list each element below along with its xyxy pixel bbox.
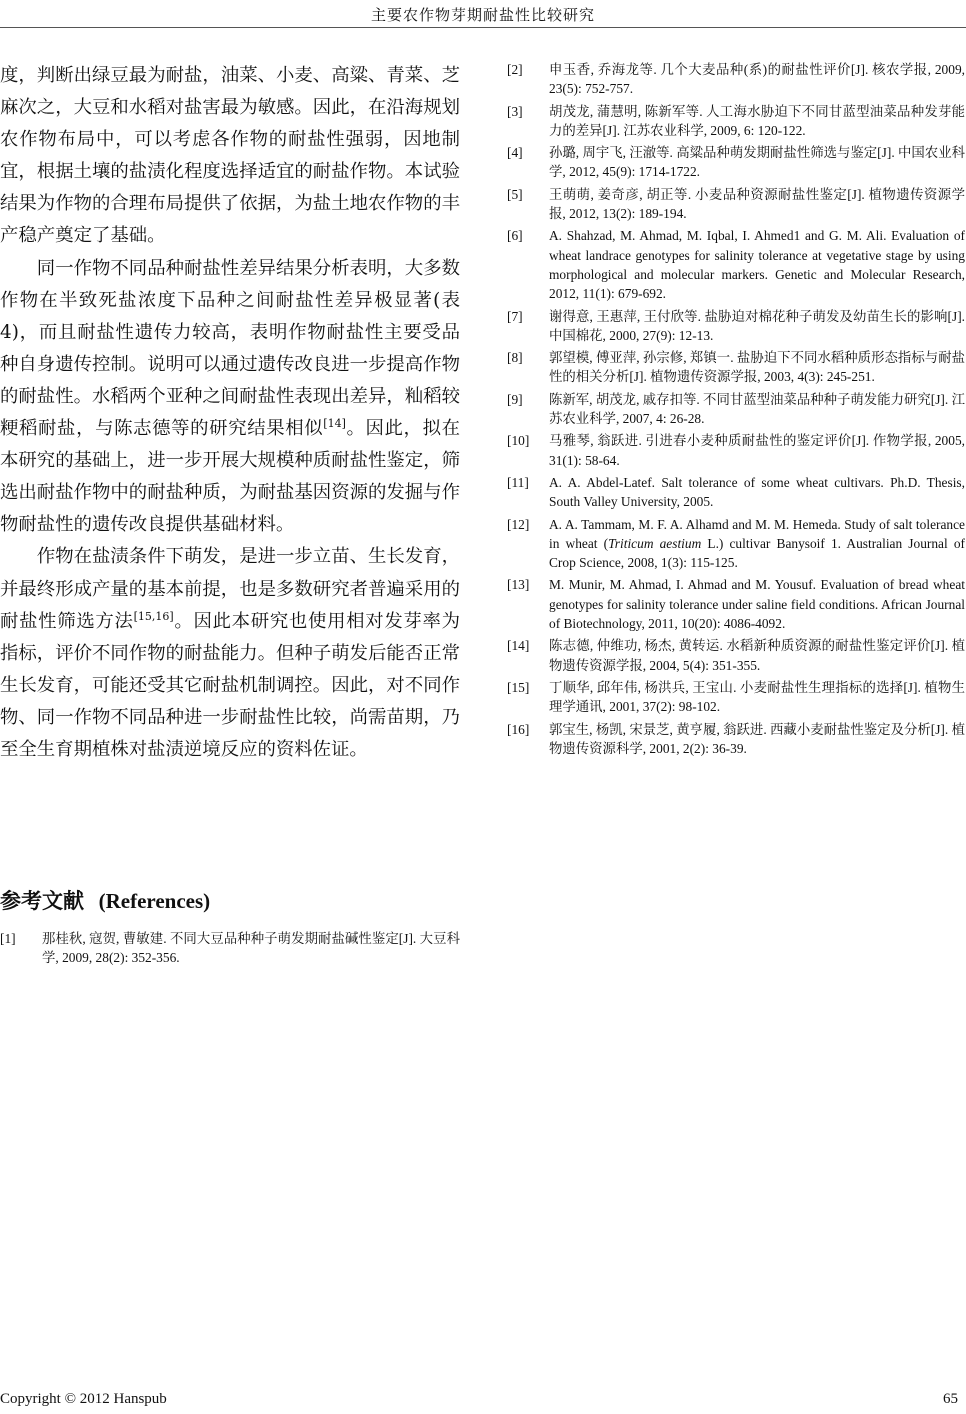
reference-number: [13] [507,577,530,593]
reference-text [549,390,965,429]
text-run: A. Shahzad, M. Ahmad, M. Iqbal, I. Ahmed1 and G. M. Ali. Evaluation of wheat landrace genotypes for salinity tolerance at vegetative stage by using morphological and molecular markers. Genetic and Molecular Research, 2012, 11(1): 679-692. [549,228,965,302]
reference-number: [3] [507,103,523,119]
text-run: 陈新军, 胡茂龙, 戚存扣等. 不同甘蓝型油菜品种种子萌发能力研究[J]. 江苏农业科学, 2007, 4: 26-28. [549,391,965,427]
reference-item [507,185,965,224]
reference-item [507,307,965,346]
reference-text [549,636,965,675]
reference-text [42,929,460,968]
reference-number: [11] [507,474,529,490]
reference-text [549,307,965,346]
text-run: A. A. Tammam, M. F. A. Alhamd and M. M. Hemeda. Study of salt tolerance in wheat ( [549,516,965,551]
text-run: 作物在盐渍条件下萌发，是进一步立苗、生长发育，并最终形成产量的基本前提，也是多数研究者普遍采用的耐盐性筛选方法 [0,546,460,632]
reference-number: [16] [507,721,530,737]
text-run: 度，判断出绿豆最为耐盐，油菜、小麦、高粱、青菜、芝麻次之，大豆和水稻对盐害最为敏感。因此，在沿海规划农作物布局中，可以考虑各作物的耐盐性强弱，因地制宜，根据土壤的盐渍化程度选择适宜的耐盐作物。本试验结果为作物的合理布局提供了依据，为盐土地农作物的丰产稳产奠定了基础。 [0,65,460,247]
body-column-left [0,60,460,766]
reference-item [507,390,965,429]
reference-number: [4] [507,145,523,161]
reference-text [549,575,965,633]
text-run: 王萌萌, 姜奇彦, 胡正等. 小麦品种资源耐盐性鉴定[J]. 植物遗传资源学报, 2012, 13(2): 189-194. [549,186,965,222]
reference-item [0,929,460,968]
text-run: 陈志德, 仲维功, 杨杰, 黄转运. 水稻新种质资源的耐盐性鉴定评价[J]. 植物遗传资源学报, 2004, 5(4): 351-355. [549,638,965,673]
reference-number: [6] [507,228,523,244]
text-run: 孙璐, 周宇飞, 汪澈等. 高粱品种萌发期耐盐性筛选与鉴定[J]. 中国农业科学, 2012, 45(9): 1714-1722. [549,145,965,180]
text-run: A. A. Abdel-Latef. Salt tolerance of some wheat cultivars. Ph.D. Thesis, South Valley University, 2005. [549,474,965,510]
reference-number: [1] [0,931,16,946]
reference-item [507,515,965,573]
footer-copyright: Copyright © 2012 Hanspub [0,1391,167,1407]
reference-number: [7] [507,308,523,324]
citation-superscript: [15,16] [133,609,174,623]
reference-item [507,678,965,717]
reference-number: [5] [507,186,523,202]
reference-text [549,102,965,141]
reference-number: [8] [507,350,523,366]
reference-item [507,473,965,512]
reference-item [507,348,965,387]
reference-number: [9] [507,391,523,407]
reference-number: [14] [507,638,530,654]
reference-text [549,348,965,387]
reference-item [507,226,965,303]
references-title [0,885,210,915]
footer-page-number: 65 [943,1391,958,1407]
reference-text [549,515,965,573]
text-run: 同一作物不同品种耐盐性差异结果分析表明，大多数作物在半致死盐浓度下品种之间耐盐性差异极显著(表 4)，而且耐盐性遗传力较高，表明作物耐盐性主要受品种自身遗传控制。说明可以通过遗传改良进一步提高作物的耐盐性。水稻两个亚种之间耐盐性表现出差异，籼稻较粳稻耐盐，与陈志德等的研究结果相似 [0,257,460,440]
running-head: 主要农作物芽期耐盐性比较研究 [370,6,595,24]
reference-text [549,431,965,470]
reference-item [507,720,965,759]
reference-number: [15] [507,679,530,695]
reference-item [507,143,965,182]
italic-text: Triticum aestium [608,535,702,551]
body-paragraph [0,253,460,542]
text-run: 。因此本研究也使用相对发芽率为指标，评价不同作物的耐盐能力。但种子萌发后能否正常生长发育，可能还受其它耐盐机制调控。因此，对不同作物、同一作物不同品种进一步耐盐性比较，尚需苗期，乃至全生育期植株对盐渍逆境反应的资料佐证。 [0,610,460,760]
reference-list-right [507,60,965,761]
reference-text [549,185,965,224]
reference-list-left [0,929,460,971]
reference-item [507,60,965,99]
reference-number: [10] [507,433,530,449]
text-run: 马雅琴, 翁跃进. 引进春小麦种质耐盐性的鉴定评价[J]. 作物学报, 2005, 31(1): 58-64. [549,433,965,468]
text-run: L.) cultivar Banysoif 1. Australian Journal of Crop Science, 2008, 1(3): 115-125. [549,535,965,571]
reference-text [549,143,965,182]
reference-text [549,60,965,99]
reference-text [549,678,965,717]
reference-item [507,431,965,470]
text-run: 。因此，拟在本研究的基础上，进一步开展大规模种质耐盐性鉴定，筛选出耐盐作物中的耐盐种质，为耐盐基因资源的发掘与作物耐盐性的遗传改良提供基础材料。 [0,418,460,536]
text-run: M. Munir, M. Ahmad, I. Ahmad and M. Yousuf. Evaluation of bread wheat genotypes for salinity tolerance under saline field conditions. African Journal of Biotechnology, 2011, 10(20): 4086-4092. [549,577,965,632]
citation-superscript: [14] [323,416,346,430]
text-run: 郭望模, 傅亚萍, 孙宗修, 郑镇一. 盐胁迫下不同水稻种质形态指标与耐盐性的相关分析[J]. 植物遗传资源学报, 2003, 4(3): 245-251. [549,350,965,385]
references-title-cn: 参考文献 [0,888,84,913]
text-run: 胡茂龙, 蒲慧明, 陈新军等. 人工海水胁迫下不同甘蓝型油菜品种发芽能力的差异[J]. 江苏农业科学, 2009, 6: 120-122. [549,103,965,138]
reference-text [549,473,965,512]
references-title-en: (References) [98,889,211,913]
body-paragraph [0,60,460,253]
reference-item [507,575,965,633]
body-paragraph [0,541,460,766]
reference-number: [2] [507,62,523,77]
reference-number: [12] [507,516,530,532]
text-run: 郭宝生, 杨凯, 宋景芝, 黄亨履, 翁跃进. 西藏小麦耐盐性鉴定及分析[J]. 植物遗传资源科学, 2001, 2(2): 36-39. [549,721,965,756]
header-rule [0,27,966,28]
text-run: 申玉香, 乔海龙等. 几个大麦品种(系)的耐盐性评价[J]. 核农学报, 2009, 23(5): 752-757. [549,62,965,97]
reference-item [507,102,965,141]
reference-item [507,636,965,675]
text-run: 丁顺华, 邱年伟, 杨洪兵, 王宝山. 小麦耐盐性生理指标的选择[J]. 植物生理学通讯, 2001, 37(2): 98-102. [549,679,965,715]
reference-text [549,720,965,759]
text-run: 那桂秋, 寇贺, 曹敏建. 不同大豆品种种子萌发期耐盐碱性鉴定[J]. 大豆科学, 2009, 28(2): 352-356. [42,931,460,966]
reference-text [549,226,965,303]
text-run: 谢得意, 王惠萍, 王付欣等. 盐胁迫对棉花种子萌发及幼苗生长的影响[J]. 中国棉花, 2000, 27(9): 12-13. [549,308,965,343]
